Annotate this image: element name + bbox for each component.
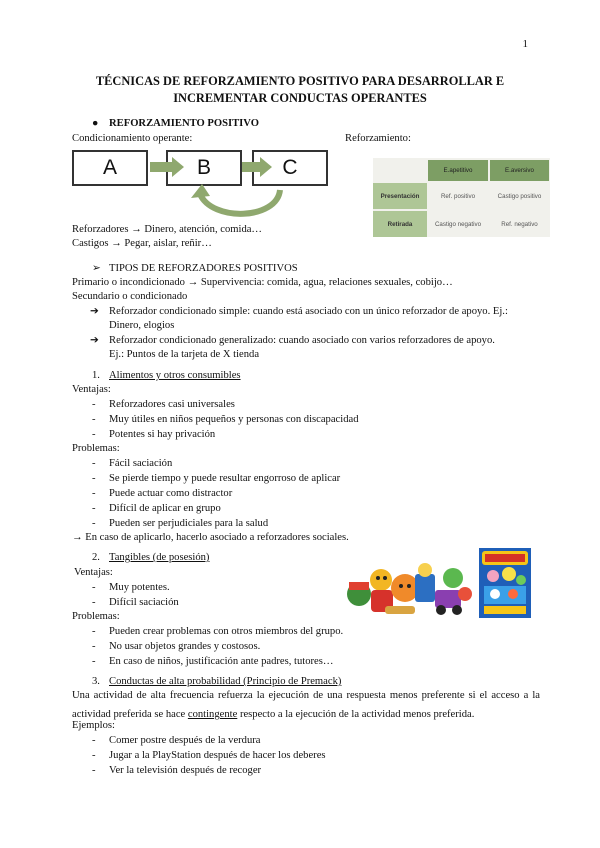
list-item: Difícil saciación xyxy=(109,597,179,608)
list-dash: - xyxy=(92,399,96,410)
list-item: No usar objetos grandes y costosos. xyxy=(109,641,261,652)
list-dash: - xyxy=(92,765,96,776)
list-item: Muy potentes. xyxy=(109,582,170,593)
section-1-title: Alimentos y otros consumibles xyxy=(109,370,241,381)
diagram-arrows xyxy=(72,148,322,218)
list-item: Comer postre después de la verdura xyxy=(109,735,261,746)
list-dash: - xyxy=(92,597,96,608)
arrow-bullet-icon: ➔ xyxy=(90,306,99,317)
reforzadores-line: Reforzadores → Dinero, atención, comida… xyxy=(72,224,263,235)
table-cell: Ref. positivo xyxy=(440,192,476,200)
box-c: C xyxy=(252,150,328,186)
list-item: Pueden crear problemas con otros miembros del grupo. xyxy=(109,626,344,637)
toys-illustration xyxy=(345,560,475,618)
list-dash: - xyxy=(92,656,96,667)
arrow-bullet-icon: ➔ xyxy=(90,335,99,346)
section-2-title: Tangibles (de posesión) xyxy=(109,552,210,563)
list-item: Fácil saciación xyxy=(109,458,173,469)
list-dash: - xyxy=(92,735,96,746)
premack-paragraph-b: respecto a la ejecución de la actividad menos preferida. xyxy=(237,709,475,720)
box-a: A xyxy=(72,150,148,186)
tipos-marker: ➢ xyxy=(92,263,101,274)
secundario-line: Secundario o condicionado xyxy=(72,291,188,302)
document-title-line-2: INCREMENTAR CONDUCTAS OPERANTES xyxy=(173,91,427,105)
section-1-number: 1. xyxy=(92,370,100,381)
section-title: REFORZAMIENTO POSITIVO xyxy=(109,118,259,129)
document-title-line-1: TÉCNICAS DE REFORZAMIENTO POSITIVO PARA DESARROLLAR E xyxy=(95,74,505,88)
game-box-illustration xyxy=(479,548,531,618)
list-dash: - xyxy=(92,641,96,652)
problemas-label: Problemas: xyxy=(72,443,120,454)
list-dash: - xyxy=(92,503,96,514)
abc-diagram xyxy=(72,148,322,218)
tipos-title: TIPOS DE REFORZADORES POSITIVOS xyxy=(109,263,298,274)
table-cell: Castigo negativo xyxy=(434,220,482,228)
table-cell: Ref. negativo xyxy=(501,220,538,228)
castigos-line: Castigos → Pegar, aislar, reñir… xyxy=(72,238,212,249)
simple-line-2: Dinero, elogios xyxy=(109,320,175,331)
table-header: E.apetitivo xyxy=(428,160,488,181)
list-item: Pueden ser perjudiciales para la salud xyxy=(109,518,269,529)
list-dash: - xyxy=(92,750,96,761)
general-line-1: Reforzador condicionado generalizado: cuando asociado con varios reforzadores de apoyo. xyxy=(109,335,495,346)
premack-paragraph xyxy=(72,686,540,724)
table-row-label: Presentación xyxy=(373,183,427,209)
section-3-number: 3. xyxy=(92,676,100,687)
table-cell: Castigo positivo xyxy=(497,192,542,200)
arrow-a-b-icon xyxy=(150,157,184,177)
list-item: Muy útiles en niños pequeños y personas con discapacidad xyxy=(109,414,359,425)
section-1-note: → En caso de aplicarlo, hacerlo asociado a reforzadores sociales. xyxy=(72,532,349,543)
section-2-number: 2. xyxy=(92,552,100,563)
ventajas-label: Ventajas: xyxy=(74,567,113,578)
curved-arrow-c-b-icon xyxy=(200,190,280,214)
list-dash: - xyxy=(92,414,96,425)
list-item: En caso de niños, justificación ante padres, tutores… xyxy=(109,656,334,667)
list-item: Potentes si hay privación xyxy=(109,429,216,440)
reforzamiento-label: Reforzamiento: xyxy=(345,133,411,144)
list-dash: - xyxy=(92,518,96,529)
table-header: E.aversivo xyxy=(490,160,549,181)
list-item: Ver la televisión después de recoger xyxy=(109,765,262,776)
premack-paragraph-a: Una actividad de alta frecuencia refuerza la ejecución de una respuesta menos preferente si el acceso a la actividad preferida se hace xyxy=(72,690,540,720)
list-item: Difícil de aplicar en grupo xyxy=(109,503,221,514)
list-item: Reforzadores casi universales xyxy=(109,399,235,410)
table-row-label: Retirada xyxy=(373,211,427,237)
reinforcement-table xyxy=(373,158,550,237)
list-item: Jugar a la PlayStation después de hacer los deberes xyxy=(109,750,326,761)
list-dash: - xyxy=(92,458,96,469)
list-dash: - xyxy=(92,626,96,637)
list-item: Se pierde tiempo y puede resultar engorroso de aplicar xyxy=(109,473,341,484)
simple-line-1: Reforzador condicionado simple: cuando está asociado con un único reforzador de apoyo. Ej.: xyxy=(109,306,508,317)
problemas-label: Problemas: xyxy=(72,611,120,622)
arrow-b-c-icon xyxy=(242,157,272,177)
page-number: 1 xyxy=(522,38,528,50)
general-line-2: Ej.: Puntos de la tarjeta de X tienda xyxy=(109,349,260,360)
list-dash: - xyxy=(92,473,96,484)
list-dash: - xyxy=(92,488,96,499)
cond-operante-label: Condicionamiento operante: xyxy=(72,133,193,144)
list-dash: - xyxy=(92,582,96,593)
primario-line: Primario o incondicionado → Supervivencia: comida, agua, relaciones sexuales, cobijo… xyxy=(72,277,453,288)
section-3-title: Conductas de alta probabilidad (Principio de Premack) xyxy=(109,676,342,687)
premack-paragraph-underlined: contingente xyxy=(187,709,238,720)
list-item: Puede actuar como distractor xyxy=(109,488,233,499)
list-dash: - xyxy=(92,429,96,440)
ejemplos-label: Ejemplos: xyxy=(72,720,115,731)
section-bullet: ● xyxy=(92,118,99,129)
ventajas-label: Ventajas: xyxy=(72,384,111,395)
box-b: B xyxy=(166,150,242,186)
